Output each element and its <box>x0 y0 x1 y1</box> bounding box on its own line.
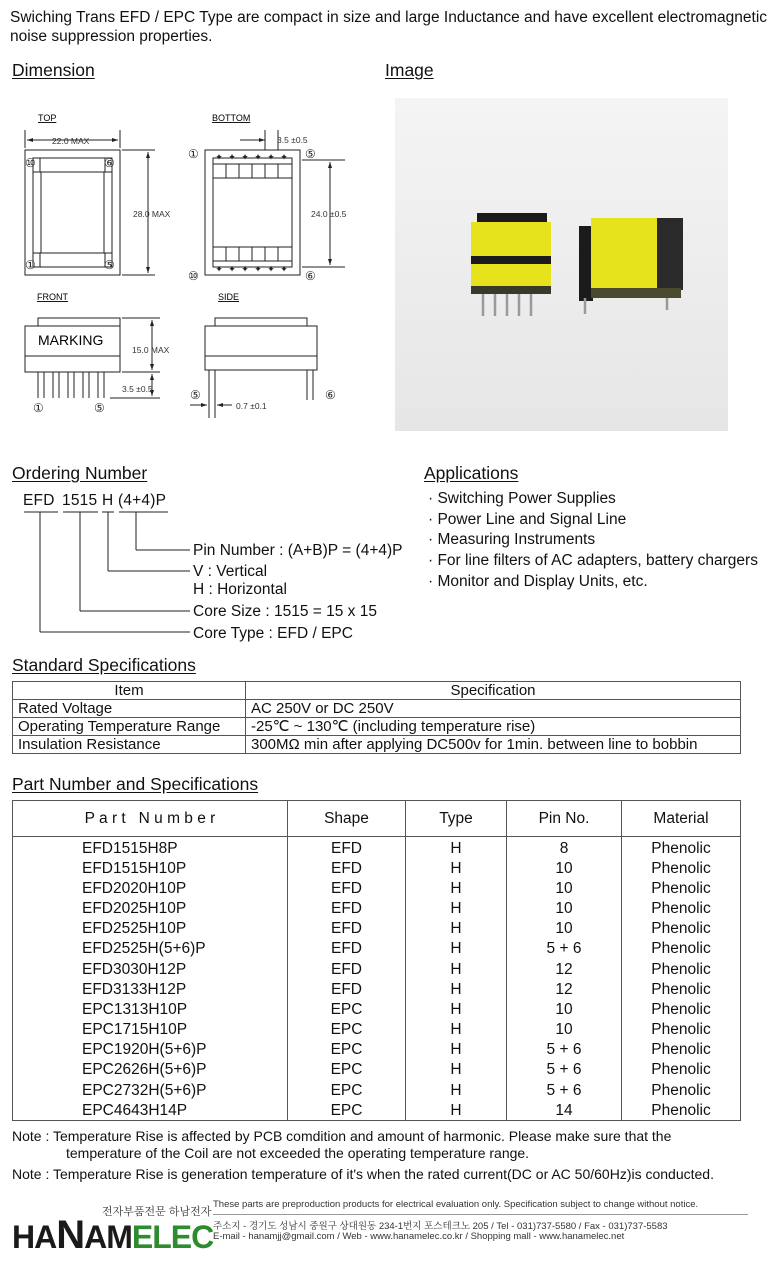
table-row <box>13 736 741 754</box>
cell-shape: EPC <box>288 1060 406 1080</box>
cell-part-number: EFD2020H10P <box>13 878 288 898</box>
table-row <box>13 979 741 999</box>
header-item: Item <box>13 682 246 700</box>
top-pin-5: ⑤ <box>104 258 115 272</box>
spec-item: Insulation Resistance <box>13 736 246 754</box>
side-view-outline <box>205 326 317 356</box>
applications-list <box>428 489 758 593</box>
cell-part-number: EFD1515H8P <box>13 837 288 859</box>
table-row <box>13 1100 741 1120</box>
svg-text:✦: ✦ <box>280 152 288 162</box>
dim-07: 0.7 ±0.1 <box>236 401 267 411</box>
table-row <box>13 1080 741 1100</box>
cell-shape: EFD <box>288 837 406 859</box>
spec-value: 300MΩ min after applying DC500v for 1min. between line to bobbin <box>246 736 741 754</box>
order-vertical: V : Vertical <box>193 563 268 580</box>
cell-material: Phenolic <box>622 878 741 898</box>
cell-type: H <box>406 979 507 999</box>
svg-text:✦: ✦ <box>267 264 275 274</box>
table-row <box>13 858 741 878</box>
header-material: Material <box>622 801 741 837</box>
cell-shape: EFD <box>288 959 406 979</box>
header-type: Type <box>406 801 507 837</box>
svg-text:✦: ✦ <box>228 152 236 162</box>
order-core-type: Core Type : EFD / EPC <box>193 625 353 642</box>
cell-material: Phenolic <box>622 959 741 979</box>
cell-type: H <box>406 878 507 898</box>
front-pin-1: ① <box>33 401 44 415</box>
intro-text: Swiching Trans EFD / EPC Type are compact in size and large Inductance and have excellent electromagnetic noise suppression properties. <box>10 9 768 45</box>
cell-part-number: EPC2626H(5+6)P <box>13 1060 288 1080</box>
cell-type: H <box>406 858 507 878</box>
bottom-label: BOTTOM <box>212 113 251 123</box>
top-label: TOP <box>38 113 57 123</box>
table-header-row <box>13 682 741 700</box>
cell-shape: EPC <box>288 1080 406 1100</box>
cell-part-number: EFD1515H10P <box>13 858 288 878</box>
cell-type: H <box>406 919 507 939</box>
cell-type: H <box>406 939 507 959</box>
cell-material: Phenolic <box>622 919 741 939</box>
cell-material: Phenolic <box>622 837 741 859</box>
cell-shape: EPC <box>288 1100 406 1120</box>
cell-type: H <box>406 1020 507 1040</box>
dim-35-bottom: 3.5 ±0.5 <box>277 135 308 145</box>
table-row <box>13 837 741 859</box>
logo-elec: ELEC <box>131 1219 214 1255</box>
cell-part-number: EFD2525H(5+6)P <box>13 939 288 959</box>
cell-pin-no: 10 <box>507 999 622 1019</box>
table-row <box>13 718 741 736</box>
svg-text:✦: ✦ <box>254 264 262 274</box>
header-specification: Specification <box>246 682 741 700</box>
front-pin-5: ⑤ <box>94 401 105 415</box>
cell-pin-no: 10 <box>507 1020 622 1040</box>
bottom-pin-6: ⑥ <box>305 269 316 283</box>
cell-type: H <box>406 1040 507 1060</box>
footer-address: 주소지 - 경기도 성남시 중원구 상대원동 234-1번지 포스테크노 205 / Tel - 031)737-5580 / Fax - 031)737-5583 <box>213 1221 668 1232</box>
cell-shape: EFD <box>288 858 406 878</box>
cell-type: H <box>406 1080 507 1100</box>
cell-pin-no: 10 <box>507 919 622 939</box>
logo-n: N <box>56 1213 85 1257</box>
table-row <box>13 919 741 939</box>
footer-contact: E-mail - hanamjj@gmail.com / Web - www.hanamelec.co.kr / Shopping mall - www.hanamelec.net <box>213 1231 625 1242</box>
cell-part-number: EFD3133H12P <box>13 979 288 999</box>
standard-specs-title: Standard Specifications <box>12 655 196 675</box>
application-item: · Monitor and Display Units, etc. <box>428 572 648 590</box>
order-code-core-size: 1515 <box>62 492 98 509</box>
svg-text:✦: ✦ <box>241 264 249 274</box>
table-row <box>13 1040 741 1060</box>
logo-am: AM <box>84 1219 132 1255</box>
cell-pin-no: 10 <box>507 898 622 918</box>
cell-type: H <box>406 959 507 979</box>
footer-divider <box>213 1214 748 1215</box>
cell-material: Phenolic <box>622 858 741 878</box>
company-logo <box>12 1203 214 1255</box>
product-photo <box>395 98 728 431</box>
cell-material: Phenolic <box>622 1040 741 1060</box>
table-header-row <box>13 801 741 837</box>
table-row <box>13 700 741 718</box>
dim-35-front: 3.5 ±0.5 <box>122 384 153 394</box>
header-shape: Shape <box>288 801 406 837</box>
spec-item: Rated Voltage <box>13 700 246 718</box>
cell-part-number: EPC1715H10P <box>13 1020 288 1040</box>
cell-material: Phenolic <box>622 1080 741 1100</box>
dim-28: 28.0 MAX <box>133 209 171 219</box>
parts-title: Part Number and Specifications <box>12 774 259 794</box>
table-row <box>13 878 741 898</box>
cell-material: Phenolic <box>622 1060 741 1080</box>
top-pin-1: ① <box>25 258 36 272</box>
cell-shape: EPC <box>288 1040 406 1060</box>
dim-24: 24.0 ±0.5 <box>311 209 347 219</box>
application-item: · Measuring Instruments <box>428 531 596 549</box>
dimension-title: Dimension <box>12 60 95 80</box>
table-row <box>13 959 741 979</box>
top-pin-6: ⑥ <box>104 156 115 170</box>
cell-shape: EFD <box>288 919 406 939</box>
applications-title: Applications <box>424 463 519 483</box>
ordering-title: Ordering Number <box>12 463 148 483</box>
table-row <box>13 999 741 1019</box>
bottom-pin-10: ⑩ <box>188 269 199 283</box>
cell-pin-no: 5 + 6 <box>507 1040 622 1060</box>
order-code-pins: (4+4)P <box>118 492 167 509</box>
logo-ha: HA <box>12 1219 57 1255</box>
cell-shape: EFD <box>288 878 406 898</box>
footer-disclaimer: These parts are preproduction products for electrical evaluation only. Specification subject to change without notice. <box>213 1199 699 1210</box>
cell-material: Phenolic <box>622 1100 741 1120</box>
svg-text:✦: ✦ <box>228 264 236 274</box>
cell-shape: EPC <box>288 999 406 1019</box>
order-pin-number: Pin Number : (A+B)P = (4+4)P <box>193 542 403 559</box>
order-core-size: Core Size : 1515 = 15 x 15 <box>193 603 377 620</box>
parts-table <box>12 800 741 1121</box>
cell-type: H <box>406 1060 507 1080</box>
svg-text:✦: ✦ <box>215 264 223 274</box>
cell-type: H <box>406 898 507 918</box>
svg-text:✦: ✦ <box>267 152 275 162</box>
side-pin-6: ⑥ <box>325 388 336 402</box>
note-1-continued: temperature of the Coil are not exceeded the operating temperature range. <box>66 1145 530 1161</box>
dimension-drawing <box>0 100 390 430</box>
svg-text:✦: ✦ <box>215 152 223 162</box>
cell-shape: EPC <box>288 1020 406 1040</box>
cell-pin-no: 10 <box>507 878 622 898</box>
cell-type: H <box>406 1100 507 1120</box>
front-label: FRONT <box>37 292 68 302</box>
note-1: Note : Temperature Rise is affected by PCB comdition and amount of harmonic. Please make sure that the <box>12 1128 672 1144</box>
spec-value: -25℃ ~ 130℃ (including temperature rise) <box>246 718 741 736</box>
top-pin-10: ⑩ <box>25 156 36 170</box>
application-item: · For line filters of AC adapters, battery chargers <box>428 552 758 570</box>
application-item: · Power Line and Signal Line <box>428 510 627 528</box>
cell-pin-no: 12 <box>507 979 622 999</box>
cell-pin-no: 5 + 6 <box>507 1060 622 1080</box>
table-row <box>13 898 741 918</box>
table-row <box>13 1020 741 1040</box>
svg-text:✦: ✦ <box>280 264 288 274</box>
cell-shape: EFD <box>288 898 406 918</box>
dim-22: 22.0 MAX <box>52 136 90 146</box>
standard-specs-table <box>12 681 741 754</box>
company-korean-name: 전자부품전문 하남전자 <box>102 1206 212 1218</box>
svg-text:✦: ✦ <box>241 152 249 162</box>
side-pin-5: ⑤ <box>190 388 201 402</box>
dim-15: 15.0 MAX <box>132 345 170 355</box>
ordering-leader-lines <box>0 508 200 638</box>
cell-part-number: EFD2025H10P <box>13 898 288 918</box>
side-label: SIDE <box>218 292 240 302</box>
cell-part-number: EFD3030H12P <box>13 959 288 979</box>
note-2: Note : Temperature Rise is generation temperature of it's when the rated current(DC or AC 50/60Hz)is conducted. <box>12 1166 714 1182</box>
order-horizontal: H : Horizontal <box>193 581 287 598</box>
cell-pin-no: 5 + 6 <box>507 1080 622 1100</box>
cell-part-number: EPC4643H14P <box>13 1100 288 1120</box>
table-row <box>13 939 741 959</box>
cell-material: Phenolic <box>622 939 741 959</box>
cell-pin-no: 10 <box>507 858 622 878</box>
application-item: · Switching Power Supplies <box>428 490 616 507</box>
spec-value: AC 250V or DC 250V <box>246 700 741 718</box>
order-code-core-type: EFD <box>23 492 55 509</box>
cell-pin-no: 12 <box>507 959 622 979</box>
cell-pin-no: 14 <box>507 1100 622 1120</box>
cell-shape: EFD <box>288 979 406 999</box>
order-code-type: H <box>102 492 114 509</box>
cell-material: Phenolic <box>622 979 741 999</box>
table-row <box>13 1060 741 1080</box>
cell-material: Phenolic <box>622 1020 741 1040</box>
cell-part-number: EPC2732H(5+6)P <box>13 1080 288 1100</box>
cell-type: H <box>406 999 507 1019</box>
bottom-pin-5: ⑤ <box>305 147 316 161</box>
header-pin-no: Pin No. <box>507 801 622 837</box>
image-title: Image <box>385 60 434 80</box>
cell-material: Phenolic <box>622 898 741 918</box>
cell-part-number: EFD2525H10P <box>13 919 288 939</box>
spec-item: Operating Temperature Range <box>13 718 246 736</box>
bottom-pin-1: ① <box>188 147 199 161</box>
cell-part-number: EPC1920H(5+6)P <box>13 1040 288 1060</box>
cell-pin-no: 8 <box>507 837 622 859</box>
svg-text:✦: ✦ <box>254 152 262 162</box>
marking-label: MARKING <box>38 332 104 348</box>
header-part-number: P a r t N u m b e r <box>13 801 288 837</box>
cell-type: H <box>406 837 507 859</box>
cell-material: Phenolic <box>622 999 741 1019</box>
cell-pin-no: 5 + 6 <box>507 939 622 959</box>
cell-part-number: EPC1313H10P <box>13 999 288 1019</box>
cell-shape: EFD <box>288 939 406 959</box>
